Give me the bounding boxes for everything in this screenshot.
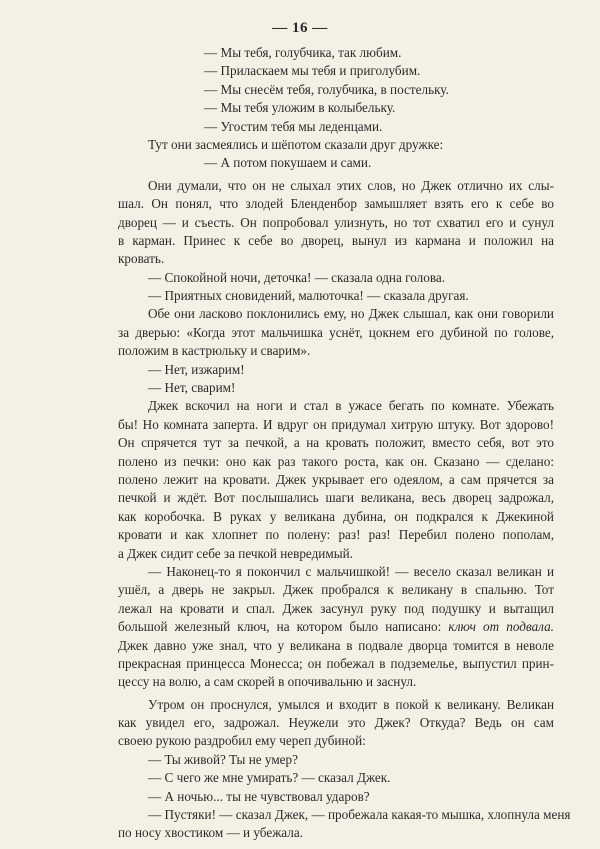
- text-line: [118, 44, 554, 62]
- text-line: [118, 416, 554, 434]
- text-line: [118, 361, 554, 379]
- text-line-content: — Спокойной ночи, деточка! — сказала одна голова.: [148, 269, 446, 285]
- text-line-content: — Угостим тебя мы леденцами.: [204, 118, 383, 134]
- text-line-content: — Пустяки! — сказал Джек, — пробежала какая-то мышка, хлопнула меня: [148, 807, 571, 823]
- text-line: [118, 751, 554, 769]
- text-line: [118, 154, 554, 172]
- text-line: [118, 214, 554, 232]
- text-line-content: дворец — и съесть. Он попробовал улизнуть, но тот схватил его и сунул: [118, 214, 554, 230]
- text-line: [118, 118, 554, 136]
- text-line-content: как коробочка. В руках у великана дубина, он подкрался к Джекиной: [118, 508, 554, 524]
- italic-inscription: ключ от подвала.: [448, 619, 554, 635]
- text-line-content: Они думали, что он не слыхал этих слов, но Джек отлично их слы-: [148, 177, 554, 193]
- text-line: [118, 806, 571, 824]
- text-line-content: — А ночью... ты не чувствовал ударов?: [148, 788, 370, 804]
- text-line: [118, 508, 554, 526]
- text-line: [118, 714, 554, 732]
- text-line: [118, 62, 554, 80]
- text-line-content: шал. Он понял, что злодей Бленденбор замышляет взять его к себе во: [118, 196, 554, 212]
- text-line-content: — Ты живой? Ты не умер?: [148, 751, 298, 767]
- text-line-content: Джек давно уже знал, что у великана в подвале дворца томится в неволе: [118, 637, 554, 653]
- text-line: [118, 434, 554, 452]
- text-line-content: по носу хвостиком — и убежала.: [118, 825, 304, 841]
- text-line: [118, 195, 554, 213]
- text-line-content: — Нет, изжарим!: [148, 361, 245, 377]
- page-number: — 16 —: [272, 20, 328, 36]
- text-line: [118, 232, 554, 250]
- text-line-content: за дверью: «Когда этот мальчишка уснёт, цокнем его дубиной по голове,: [118, 324, 554, 340]
- text-line-content: большой железный ключ, на котором было написано:: [118, 619, 449, 635]
- text-line-content: бы! Но комната заперта. И вдруг он придумал хитрую штуку. Вот здорово!: [118, 416, 554, 432]
- text-line: [118, 81, 554, 99]
- text-line-content: своею рукою раздробил ему череп дубиной:: [118, 733, 366, 749]
- text-line-content: как увидел его, задрожал. Неужели это Джек? Откуда? Ведь он сам: [118, 715, 554, 731]
- text-line-content: Утром он проснулся, умылся и входит в покой к великану. Великан: [148, 696, 554, 712]
- text-line-content: — Мы тебя, голубчика, так любим.: [204, 45, 402, 60]
- text-line: [118, 618, 554, 636]
- text-line-content: в карман. Принес к себе во дворец, вынул из кармана и положил на: [118, 232, 554, 248]
- text-line-content: кровати и как хлопнет по полену: раз! раз! Перебил полено пополам,: [118, 527, 554, 543]
- text-line-content: Тут они засмеялись и шёпотом сказали друг дружке:: [148, 136, 444, 152]
- text-line-content: — А потом покушаем и сами.: [204, 155, 372, 171]
- text-line-content: Обе они ласково поклонились ему, но Джек слышал, как они говорили: [148, 306, 554, 322]
- text-line: [118, 600, 554, 618]
- text-line: [118, 637, 554, 655]
- text-line-content: — С чего же мне умирать? — сказал Джек.: [148, 770, 391, 786]
- text-line: [118, 769, 554, 787]
- text-line-content: цессу на волю, а сам скорей в опочивальню и заснул.: [118, 674, 417, 690]
- text-line-content: — Приласкаем мы тебя и приголубим.: [204, 63, 421, 79]
- story-text: [118, 44, 571, 843]
- text-line: [118, 655, 554, 673]
- text-line-content: Джек вскочил на ноги и стал в ужасе бегать по комнате. Убежать: [148, 398, 554, 414]
- text-line: [118, 673, 554, 691]
- text-line: [118, 269, 554, 287]
- text-line: [118, 489, 554, 507]
- text-line: [118, 453, 554, 471]
- text-line: [118, 563, 554, 581]
- text-line: [118, 99, 554, 117]
- text-line-content: ушёл, а дверь не закрыл. Джек пробрался к великану в спальню. Тот: [118, 582, 554, 598]
- text-line-content: кровать.: [118, 251, 165, 267]
- text-line: [118, 696, 554, 714]
- text-line-content: прекрасная принцесса Монесса; он побежал в подземелье, выпустил прин-: [118, 655, 554, 671]
- text-line: [118, 379, 554, 397]
- text-line-content: Он спрячется тут за печкой, а на кровать положит, вместо себя, вот это: [118, 435, 554, 451]
- text-line: [118, 136, 554, 154]
- text-line-content: печкой и ждёт. Вот послышались шаги великана, весь дворец задрожал,: [118, 490, 554, 506]
- text-line-content: лежал на кровати и спал. Джек засунул руку под подушку и вытащил: [118, 600, 554, 616]
- text-line-content: а Джек сидит себе за печкой невредимый.: [118, 545, 353, 561]
- text-line: [118, 177, 554, 195]
- text-line-content: — Приятных сновидений, малюточка! — сказала другая.: [148, 288, 469, 304]
- text-line: [118, 305, 554, 323]
- text-line-content: положим в кастрюльку и сварим».: [118, 343, 311, 359]
- text-line: [118, 397, 554, 415]
- text-line-content: полено лежит на кровати. Джек укрывает его одеялом, а сам прячется за: [118, 471, 554, 487]
- text-line: [118, 287, 554, 305]
- text-line: [118, 471, 554, 489]
- text-line: [118, 526, 554, 544]
- text-line: [118, 250, 554, 268]
- text-line: [118, 545, 554, 563]
- text-line-content: — Мы тебя уложим в колыбельку.: [204, 100, 396, 116]
- text-line-content: — Наконец-то я покончил с мальчишкой! — весело сказал великан и: [148, 563, 554, 579]
- text-line-content: полено из печки: оно как раз такого роста, как он. Сказано — сделано:: [118, 453, 554, 469]
- text-line: [118, 342, 554, 360]
- text-line: [118, 788, 554, 806]
- text-line: [118, 732, 554, 750]
- text-line-content: — Мы снесём тебя, голубчика, в постельку.: [204, 81, 449, 97]
- text-line: [118, 324, 554, 342]
- text-line: [118, 581, 554, 599]
- text-line: [118, 824, 554, 842]
- text-line-content: — Нет, сварим!: [148, 380, 236, 396]
